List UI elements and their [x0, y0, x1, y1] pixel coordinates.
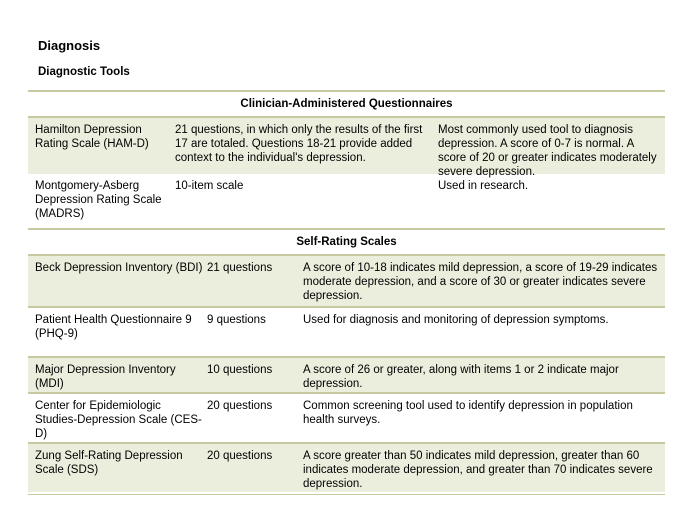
tool-name: Patient Health Questionnaire 9 (PHQ-9) [35, 314, 192, 340]
tool-notes: Used for diagnosis and monitoring of depression symptoms. [303, 314, 609, 326]
table-row [28, 118, 665, 178]
table-row [28, 392, 665, 442]
page-title: Diagnosis [38, 38, 101, 53]
table-row [28, 306, 665, 356]
tool-items: 21 questions, in which only the results of the first 17 are totaled. Questions 18-21 provide added context to the individual's depression. [175, 124, 423, 164]
tool-items: 20 questions [207, 400, 273, 412]
tool-notes: Used in research. [438, 180, 529, 192]
tool-name: Montgomery-Asberg Depression Rating Scale (MADRS) [35, 180, 162, 220]
table-row [28, 442, 665, 492]
tool-name: Hamilton Depression Rating Scale (HAM-D) [35, 124, 149, 150]
tool-name: Beck Depression Inventory (BDI) [35, 262, 203, 274]
section-header-self-rating: Self-Rating Scales [28, 228, 665, 256]
tool-items: 21 questions [207, 262, 273, 274]
page-subtitle: Diagnostic Tools [38, 66, 130, 78]
tool-name: Major Depression Inventory (MDI) [35, 364, 176, 390]
table-row [28, 256, 665, 306]
tool-notes: Most commonly used tool to diagnosis depression. A score of 0-7 is normal. A score of 20 or greater indicates moderately severe depression. [438, 124, 657, 178]
tool-items: 10 questions [207, 364, 273, 376]
tool-items: 9 questions [207, 314, 266, 326]
table-row [28, 174, 665, 228]
section-header-clinician: Clinician-Administered Questionnaires [28, 90, 665, 118]
tool-items: 20 questions [207, 450, 273, 462]
tool-notes: A score of 10-18 indicates mild depression, a score of 19-29 indicates moderate depression, and a score of 30 or greater indicates severe depression. [303, 262, 658, 302]
table-row [28, 356, 665, 392]
tool-notes: A score of 26 or greater, along with items 1 or 2 indicate major depression. [303, 364, 619, 390]
tool-items: 10-item scale [175, 180, 244, 192]
tool-name: Center for Epidemiologic Studies-Depression Scale (CES-D) [35, 400, 202, 440]
table-bottom-rule [28, 494, 665, 495]
tool-notes: A score greater than 50 indicates mild depression, greater than 60 indicates moderate depression, and greater than 70 indicates severe depression. [303, 450, 653, 490]
diagnostic-tools-table [28, 90, 665, 495]
tool-notes: Common screening tool used to identify depression in population health surveys. [303, 400, 633, 426]
tool-name: Zung Self-Rating Depression Scale (SDS) [35, 450, 183, 476]
